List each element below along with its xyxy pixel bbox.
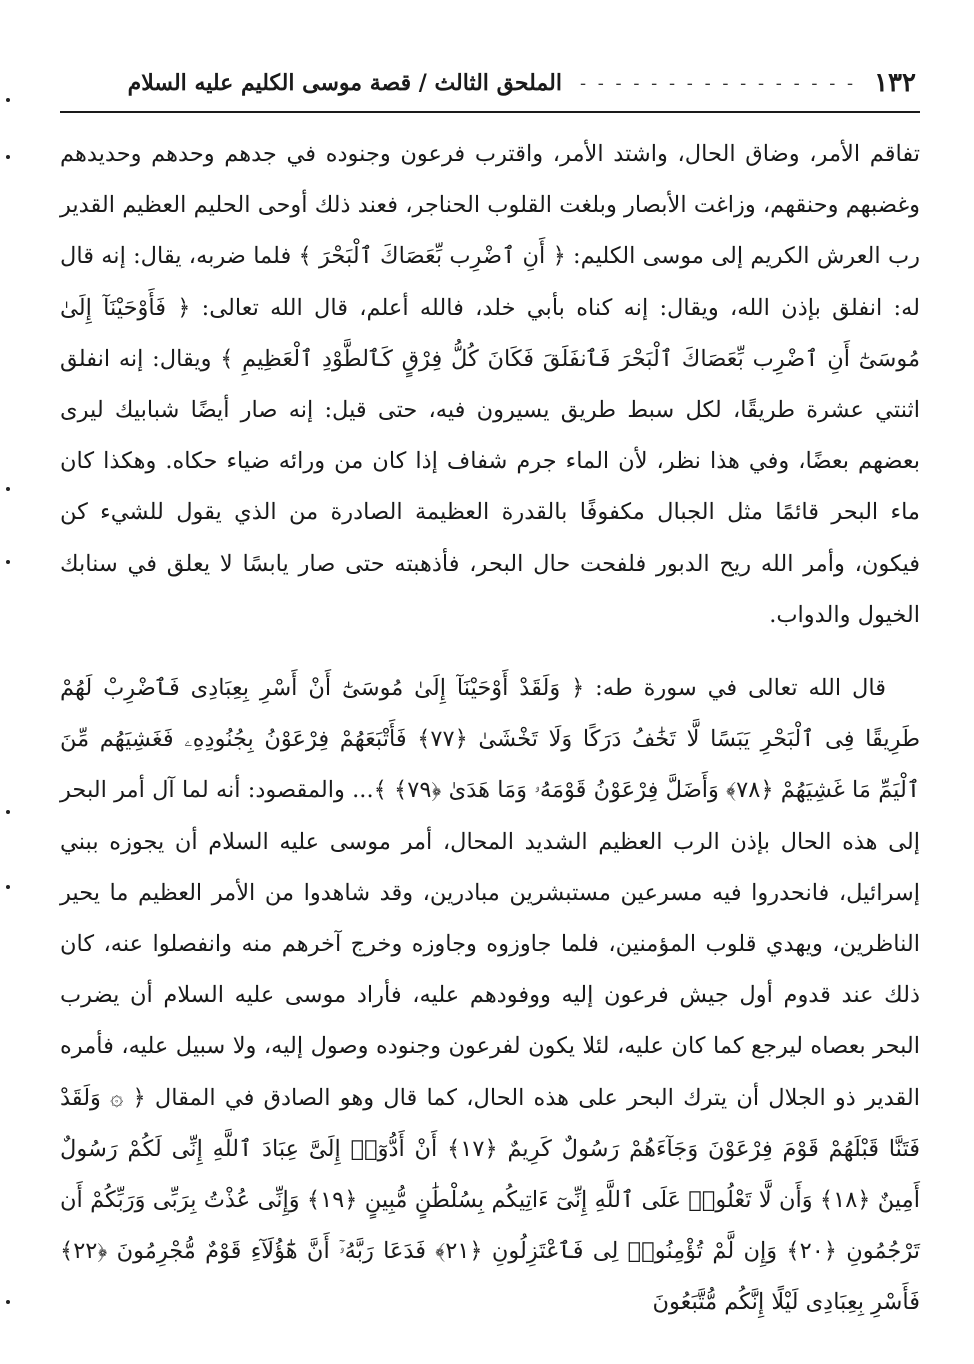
margin-dot bbox=[6, 885, 10, 889]
margin-dot bbox=[6, 487, 10, 491]
margin-dot bbox=[6, 98, 10, 102]
header-dashes: - - - - - - - - - - - - - - - - bbox=[579, 72, 857, 94]
margin-dot bbox=[6, 1300, 10, 1304]
book-page bbox=[60, 55, 920, 1335]
running-title: الملحق الثالث / قصة موسى الكليم عليه السلام bbox=[127, 70, 562, 96]
page-number: ١٣٢ bbox=[874, 68, 916, 98]
body-text bbox=[60, 129, 920, 1329]
margin-dot bbox=[6, 810, 10, 814]
running-header bbox=[60, 55, 920, 113]
margin-dot bbox=[6, 155, 10, 159]
margin-dot bbox=[6, 560, 10, 564]
paragraph-2: قال الله تعالى في سورة طه: ﴿ وَلَقَدْ أَوْحَيْنَآ إِلَىٰ مُوسَىٰٓ أَنْ أَسْرِ بِعِبَادِى فَٱضْرِبْ لَهُمْ طَرِيقًا فِى ٱلْبَحْرِ يَبَسًا لَّا تَخَٰفُ دَرَكًا وَلَا تَخْشَىٰ ﴿٧٧﴾ فَأَتْبَعَهُمْ فِرْعَوْنُ بِجُنُودِهِۦ فَغَشِيَهُم مِّنَ ٱلْيَمِّ مَا غَشِيَهُمْ ﴿٧٨﴾ وَأَضَلَّ فِرْعَوْنُ قَوْمَهُۥ وَمَا هَدَىٰ ﴿٧٩﴾ ﴾... والمقصود: أنه لما آل أمر البحر إلى هذه الحال بإذن الرب العظيم الشديد المحال، أمر موسى عليه السلام أن يجوزه ببني إسرائيل، فانحدروا فيه مسرعين مستبشرين مبادرين، وقد شاهدوا من الأمر العظيم ما يحير الناظرين، ويهدي قلوب المؤمنين، فلما جاوزوه وجاوزه وخرج آخرهم منه وانفصلوا عنه، كان ذلك عند قدوم أول جيش فرعون إليه ووفودهم عليه، فأراد موسى عليه السلام أن يضرب البحر بعصاه ليرجع كما كان عليه، لئلا يكون لفرعون وجنوده وصول إليه، ولا سبيل عليه، فأمره القدير ذو الجلال أن يترك البحر على هذه الحال، كما قال وهو الصادق في المقال ﴿ ۞ وَلَقَدْ فَتَنَّا قَبْلَهُمْ قَوْمَ فِرْعَوْنَ وَجَآءَهُمْ رَسُولٌ كَرِيمٌ ﴿١٧﴾ أَنْ أَدُّوٓا۟ إِلَىَّ عِبَادَ ٱللَّهِ إِنِّى لَكُمْ رَسُولٌ أَمِينٌ ﴿١٨﴾ وَأَن لَّا تَعْلُوا۟ عَلَى ٱللَّهِ إِنِّىٓ ءَاتِيكُم بِسُلْطَٰنٍ مُّبِينٍ ﴿١٩﴾ وَإِنِّى عُذْتُ بِرَبِّى وَرَبِّكُمْ أَن تَرْجُمُونِ ﴿٢٠﴾ وَإِن لَّمْ تُؤْمِنُوا۟ لِى فَٱعْتَزِلُونِ ﴿٢١﴾ فَدَعَا رَبَّهُۥٓ أَنَّ هَٰٓؤُلَآءِ قَوْمٌ مُّجْرِمُونَ ﴿٢٢﴾ فَأَسْرِ بِعِبَادِى لَيْلًا إِنَّكُم مُّتَّبَعُونَ bbox=[60, 675, 921, 1316]
paragraph-1: تفاقم الأمر، وضاق الحال، واشتد الأمر، واقترب فرعون وجنوده في جدهم وحدهم وحديدهم وغضبهم وحنقهم، وزاغت الأبصار وبلغت القلوب الحناجر، فعند ذلك أوحى الحليم العظيم القدير رب العرش الكريم إلى موسى الكليم: ﴿ أَنِ ٱضْرِب بِّعَصَاكَ ٱلْبَحْرَ ﴾ فلما ضربه، يقال: إنه قال له: انفلق بإذن الله، ويقال: إنه كناه بأبي خلد، فالله أعلم، قال الله تعالى: ﴿ فَأَوْحَيْنَآ إِلَىٰ مُوسَىٰٓ أَنِ ٱضْرِب بِّعَصَاكَ ٱلْبَحْرَ فَٱنفَلَقَ فَكَانَ كُلُّ فِرْقٍ كَٱلطَّوْدِ ٱلْعَظِيمِ ﴾ ويقال: إنه انفلق اثنتي عشرة طريقًا، لكل سبط طريق يسيرون فيه، حتى قيل: إنه صار أيضًا شبابيك ليرى بعضهم بعضًا، وفي هذا نظر، لأن الماء جرم شفاف إذا كان من ورائه ضياء حكاه. وهكذا كان ماء البحر قائمًا مثل الجبال مكفوفًا بالقدرة العظيمة الصادرة من الذي يقول للشيء كن فيكون، وأمر الله ريح الدبور فلفحت حال البحر، فأذهبته حتى صار يابسًا لا يعلق في سنابك الخيول والدواب. bbox=[60, 141, 920, 628]
